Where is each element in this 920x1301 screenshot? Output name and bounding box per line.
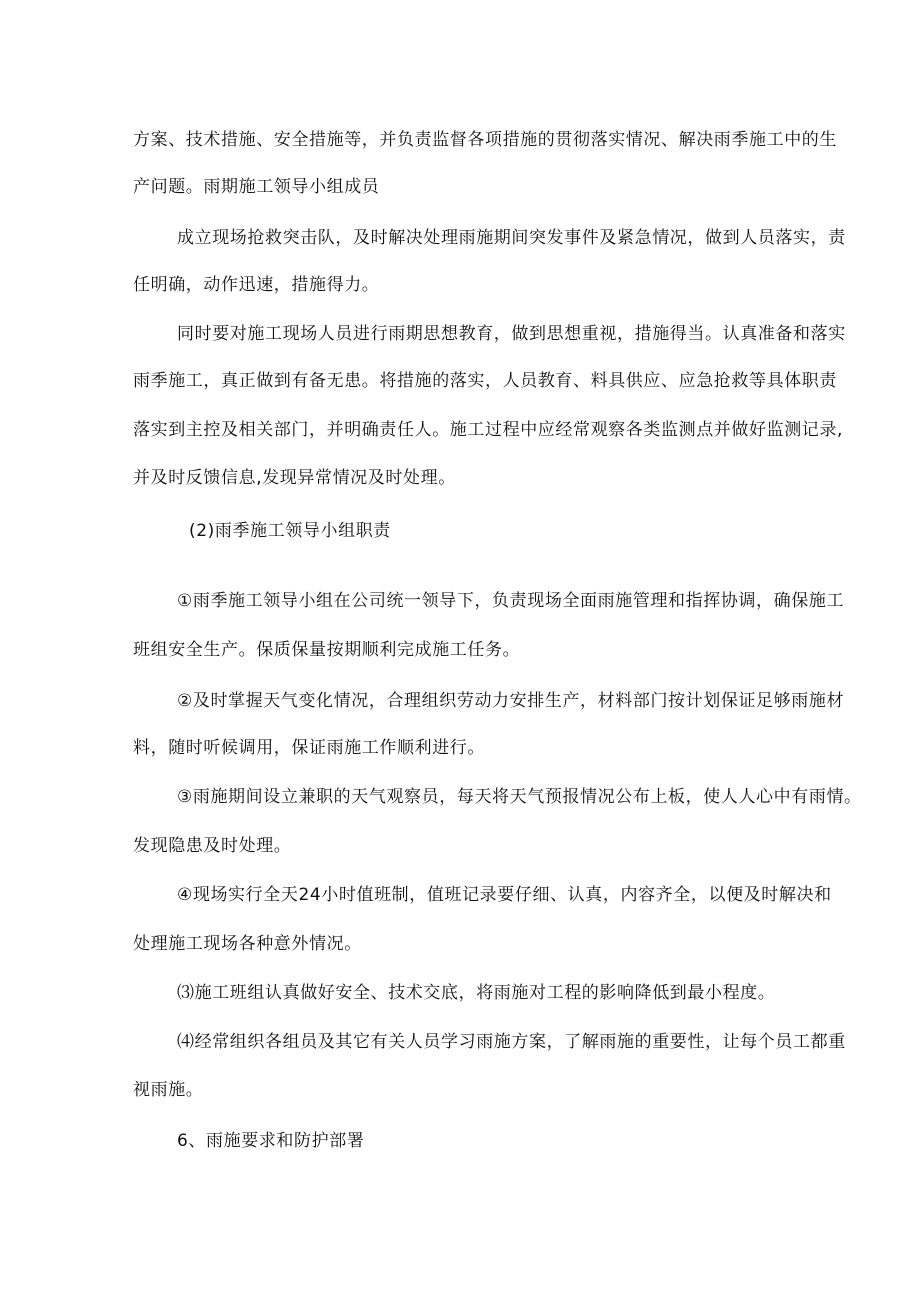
section-heading: 6、雨施要求和防护部署 [177, 1131, 365, 1151]
text-line: ①雨季施工领导小组在公司统一领导下，负责现场全面雨施管理和指挥协调，确保施工 [177, 591, 845, 611]
text-line: ④现场实行全天24小时值班制，值班记录要仔细、认真，内容齐全，以便及时解决和 [177, 885, 832, 905]
text-line: ②及时掌握天气变化情况，合理组织劳动力安排生产，材料部门按计划保证足够雨施材 [177, 691, 845, 711]
text-line: 方案、技术措施、安全措施等，并负责监督各项措施的贯彻落实情况、解决雨季施工中的生 [133, 130, 837, 150]
text-line: 处理施工现场各种意外情况。 [133, 934, 362, 954]
text-line: ⑷经常组织各组员及其它有关人员学习雨施方案，了解雨施的重要性，让每个员工都重 [177, 1032, 846, 1052]
text-line: 任明确，动作迅速，措施得力。 [133, 275, 380, 295]
text-line: 落实到主控及相关部门，并明确责任人。施工过程中应经常观察各类监测点并做好监测记录, [133, 420, 844, 440]
text-line: ③雨施期间设立兼职的天气观察员，每天将天气预报情况公布上板，使人人心中有雨情。 [177, 787, 862, 807]
text-line: 雨季施工，真正做到有备无患。将措施的落实，人员教育、料具供应、应急抢救等具体职责 [133, 371, 837, 391]
text-line: 同时要对施工现场人员进行雨期思想教育，做到思想重视，措施得当。认真准备和落实 [177, 324, 846, 344]
text-line: 成立现场抢救突击队，及时解决处理雨施期间突发事件及紧急情况，做到人员落实，责 [177, 228, 846, 248]
section-heading: (2)雨季施工领导小组职责 [189, 521, 391, 541]
text-line: 班组安全生产。保质保量按期顺利完成施工任务。 [133, 640, 521, 660]
text-line: 料，随时听候调用，保证雨施工作顺利进行。 [133, 738, 485, 758]
text-line: ⑶施工班组认真做好安全、技术交底，将雨施对工程的影响降低到最小程度。 [177, 983, 776, 1003]
text-line: 并及时反馈信息,发现异常情况及时处理。 [133, 468, 456, 488]
text-line: 视雨施。 [133, 1080, 204, 1100]
text-line: 产问题。雨期施工领导小组成员 [133, 177, 380, 197]
text-line: 发现隐患及时处理。 [133, 836, 292, 856]
